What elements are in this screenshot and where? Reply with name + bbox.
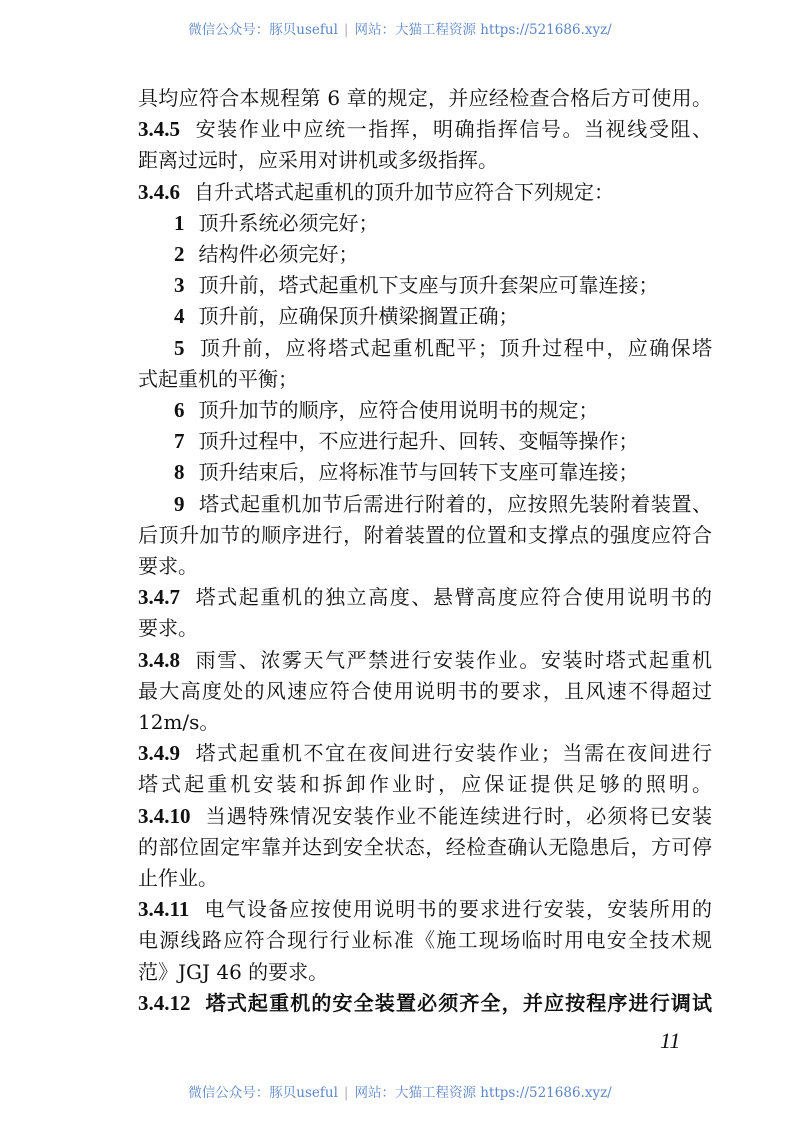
text-line [138,645,712,675]
text-line [174,239,712,269]
line-text: 距离过远时，应采用对讲机或多级指挥。 [138,148,498,173]
text-line [138,364,712,394]
line-text: 塔式起重机的安全装置必须齐全，并应按程序进行调试 [204,990,712,1015]
text-line [138,551,712,581]
text-line [138,83,712,113]
text-line [174,426,712,456]
line-text: 电源线路应符合现行行业标准《施工现场临时用电安全技术规 [138,928,712,953]
line-text: 止作业。 [138,866,218,890]
line-text: 顶升前，塔式起重机下支座与顶升套架应可靠连接； [198,273,659,298]
line-text: 式起重机的平衡； [138,366,298,391]
text-line [138,738,712,768]
text-line [138,863,712,893]
line-text: 自升式塔式起重机的顶升加节应符合下列规定： [194,179,614,204]
clause-number: 3.4.5 [138,117,180,142]
item-number: 8 [174,460,185,485]
text-line [138,145,712,175]
line-text: 塔式起重机加节后需进行附着的，应按照先装附着装置、 [198,491,712,516]
clause-number: 3.4.7 [138,585,180,610]
line-text: 后顶升加节的顺序进行，附着装置的位置和支撑点的强度应符合 [138,522,712,547]
line-text: 最大高度处的风速应符合使用说明书的要求，且风速不得超过 [138,678,712,703]
clause-number: 3.4.6 [138,179,180,204]
text-line [138,177,712,207]
text-line [138,925,712,955]
text-line [138,707,712,737]
text-line [138,114,712,144]
text-line [138,613,712,643]
text-line [174,270,712,300]
line-text: 结构件必须完好； [198,242,359,266]
line-text: 范》JGJ 46 的要求。 [138,959,329,984]
line-text: 顶升前，应确保顶升横梁搁置正确； [198,304,519,329]
line-text: 12m/s。 [138,710,220,734]
text-line [138,520,712,550]
text-line [138,769,712,799]
line-text: 雨雪、浓雾天气严禁进行安装作业。安装时塔式起重机 [194,647,712,672]
line-text: 顶升结束后，应将标准节与回转下支座可靠连接； [198,460,639,485]
line-text: 顶升系统必须完好； [198,210,379,235]
text-line [138,801,712,831]
text-line [174,333,712,363]
line-text: 当遇特殊情况安装作业不能连续进行时，必须将已安装 [204,803,712,828]
text-line [138,894,712,924]
line-text: 具均应符合本规程第 6 章的规定，并应经检查合格后方可使用。 [138,86,712,110]
text-line [174,208,712,238]
watermark-separator: | [343,22,349,38]
text-line [138,988,712,1018]
text-line [138,676,712,706]
clause-number: 3.4.9 [138,741,180,766]
item-number: 1 [174,210,185,235]
watermark-header [0,18,800,38]
line-text: 塔式起重机不宜在夜间进行安装作业；当需在夜间进行 [194,741,712,766]
line-text: 顶升过程中，不应进行起升、回转、变幅等操作； [198,429,639,454]
watermark-footer [0,1081,800,1101]
text-line [138,832,712,862]
watermark-left: 微信公众号：豚贝useful [188,22,338,38]
line-text: 要求。 [138,554,198,578]
item-number: 5 [174,335,185,360]
line-text: 顶升加节的顺序，应符合使用说明书的规定； [198,398,599,422]
clause-number: 3.4.10 [138,803,191,828]
item-number: 9 [174,491,185,516]
item-number: 2 [174,242,185,266]
item-number: 4 [174,304,185,329]
item-number: 7 [174,429,185,454]
line-text: 塔式起重机安装和拆卸作业时，应保证提供足够的照明。 [138,772,712,797]
line-text: 顶升前，应将塔式起重机配平；顶升过程中，应确保塔 [198,335,712,360]
watermark-left: 微信公众号：豚贝useful [188,1085,338,1101]
line-text: 电气设备应按使用说明书的要求进行安装，安装所用的 [203,897,712,922]
watermark-right: 网站：大猫工程资源 https://521686.xyz/ [354,1085,612,1101]
item-number: 6 [174,398,185,422]
text-line [174,489,712,519]
line-text: 的部位固定牢靠并达到安全状态，经检查确认无隐患后，方可停 [138,834,712,859]
clause-number: 3.4.8 [138,647,180,672]
clause-number: 3.4.11 [138,897,190,922]
line-text: 要求。 [138,616,198,641]
text-line [174,457,712,487]
item-number: 3 [174,273,185,298]
text-line [138,957,712,987]
clause-number: 3.4.12 [138,990,191,1015]
line-text: 安装作业中应统一指挥，明确指挥信号。当视线受阻、 [194,117,712,142]
page-number: 11 [660,1028,681,1053]
text-line [174,301,712,331]
line-text: 塔式起重机的独立高度、悬臂高度应符合使用说明书的 [194,585,712,610]
text-line [138,582,712,612]
watermark-right: 网站：大猫工程资源 https://521686.xyz/ [354,22,612,38]
text-line [174,395,712,425]
watermark-separator: | [343,1085,349,1101]
